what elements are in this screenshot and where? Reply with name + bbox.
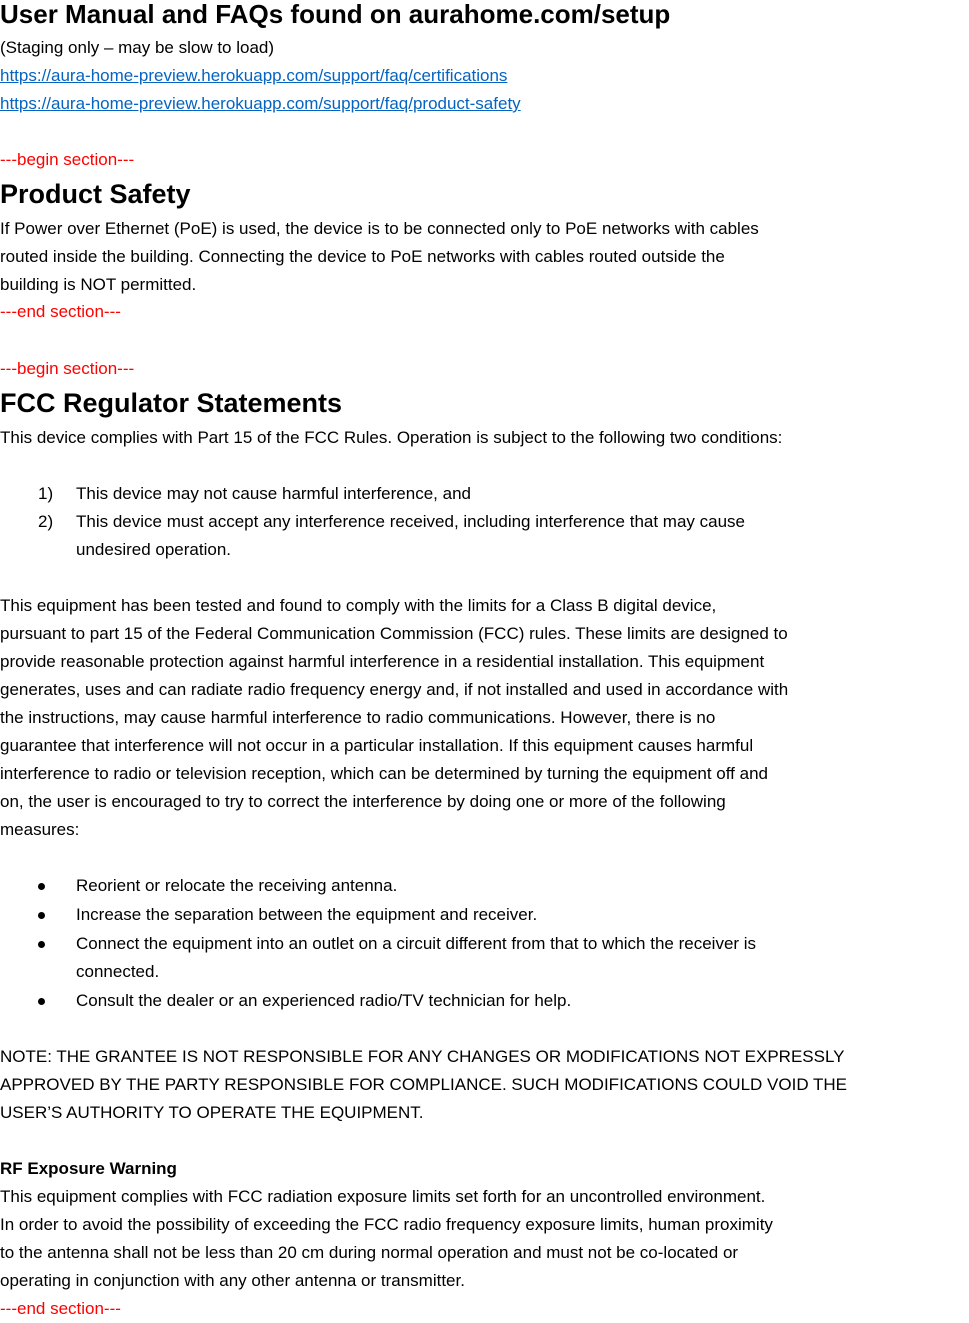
product-safety-heading: Product Safety <box>0 179 191 209</box>
product-safety-line: building is NOT permitted. <box>0 275 197 294</box>
fcc-paragraph-line: guarantee that interference will not occur in a particular installation. If this equipment causes harmful <box>0 736 754 755</box>
note-line: APPROVED BY THE PARTY RESPONSIBLE FOR COMPLIANCE. SUCH MODIFICATIONS COULD VOID THE <box>0 1075 848 1094</box>
bullet-icon <box>38 883 45 890</box>
rf-line: operating in conjunction with any other antenna or transmitter. <box>0 1271 465 1290</box>
section-begin-marker: ---begin section--- <box>0 359 135 378</box>
rf-exposure-heading: RF Exposure Warning <box>0 1159 177 1178</box>
measure-text: Reorient or relocate the receiving antenna. <box>76 876 398 895</box>
staging-note: (Staging only – may be slow to load) <box>0 38 275 57</box>
condition-text: This device must accept any interference received, including interference that may cause <box>76 512 746 531</box>
document-title: User Manual and FAQs found on aurahome.com/setup <box>0 0 671 29</box>
certifications-link[interactable]: https://aura-home-preview.herokuapp.com/support/faq/certifications <box>0 66 508 85</box>
section-end-marker: ---end section--- <box>0 1299 121 1318</box>
fcc-paragraph-line: on, the user is encouraged to try to correct the interference by doing one or more of the following <box>0 792 726 811</box>
measure-text: Consult the dealer or an experienced radio/TV technician for help. <box>76 991 572 1010</box>
condition-text: undesired operation. <box>76 540 232 559</box>
bullet-icon <box>38 998 45 1005</box>
measure-text: connected. <box>76 962 160 981</box>
condition-number: 1) <box>38 484 54 503</box>
bullet-icon <box>38 912 45 919</box>
condition-number: 2) <box>38 512 54 531</box>
fcc-paragraph-line: provide reasonable protection against harmful interference in a residential installation. This equipment <box>0 652 765 671</box>
section-end-marker: ---end section--- <box>0 302 121 321</box>
note-line: NOTE: THE GRANTEE IS NOT RESPONSIBLE FOR ANY CHANGES OR MODIFICATIONS NOT EXPRESSLY <box>0 1047 845 1066</box>
fcc-paragraph-line: generates, uses and can radiate radio frequency energy and, if not installed and used in accordance with <box>0 680 789 699</box>
product-safety-link[interactable]: https://aura-home-preview.herokuapp.com/support/faq/product-safety <box>0 94 521 113</box>
section-begin-marker: ---begin section--- <box>0 150 135 169</box>
bullet-icon <box>38 941 45 948</box>
rf-line: This equipment complies with FCC radiation exposure limits set forth for an uncontrolled environment. <box>0 1187 766 1206</box>
fcc-heading: FCC Regulator Statements <box>0 388 343 418</box>
fcc-paragraph-line: pursuant to part 15 of the Federal Communication Commission (FCC) rules. These limits are designed to <box>0 624 788 643</box>
fcc-paragraph-line: This equipment has been tested and found to comply with the limits for a Class B digital device, <box>0 596 717 615</box>
fcc-paragraph-line: measures: <box>0 820 80 839</box>
fcc-intro: This device complies with Part 15 of the FCC Rules. Operation is subject to the following two conditions: <box>0 428 783 447</box>
product-safety-line: If Power over Ethernet (PoE) is used, the device is to be connected only to PoE networks with cables <box>0 219 759 238</box>
fcc-paragraph-line: the instructions, may cause harmful interference to radio communications. However, there is no <box>0 708 716 727</box>
condition-text: This device may not cause harmful interference, and <box>76 484 471 503</box>
measure-text: Increase the separation between the equipment and receiver. <box>76 905 538 924</box>
rf-line: In order to avoid the possibility of exceeding the FCC radio frequency exposure limits, human proximity <box>0 1215 773 1234</box>
rf-line: to the antenna shall not be less than 20 cm during normal operation and must not be co-located or <box>0 1243 739 1262</box>
fcc-paragraph-line: interference to radio or television reception, which can be determined by turning the equipment off and <box>0 764 768 783</box>
measure-text: Connect the equipment into an outlet on a circuit different from that to which the receiver is <box>76 934 757 953</box>
product-safety-line: routed inside the building. Connecting the device to PoE networks with cables routed outside the <box>0 247 725 266</box>
note-line: USER’S AUTHORITY TO OPERATE THE EQUIPMENT. <box>0 1103 424 1122</box>
